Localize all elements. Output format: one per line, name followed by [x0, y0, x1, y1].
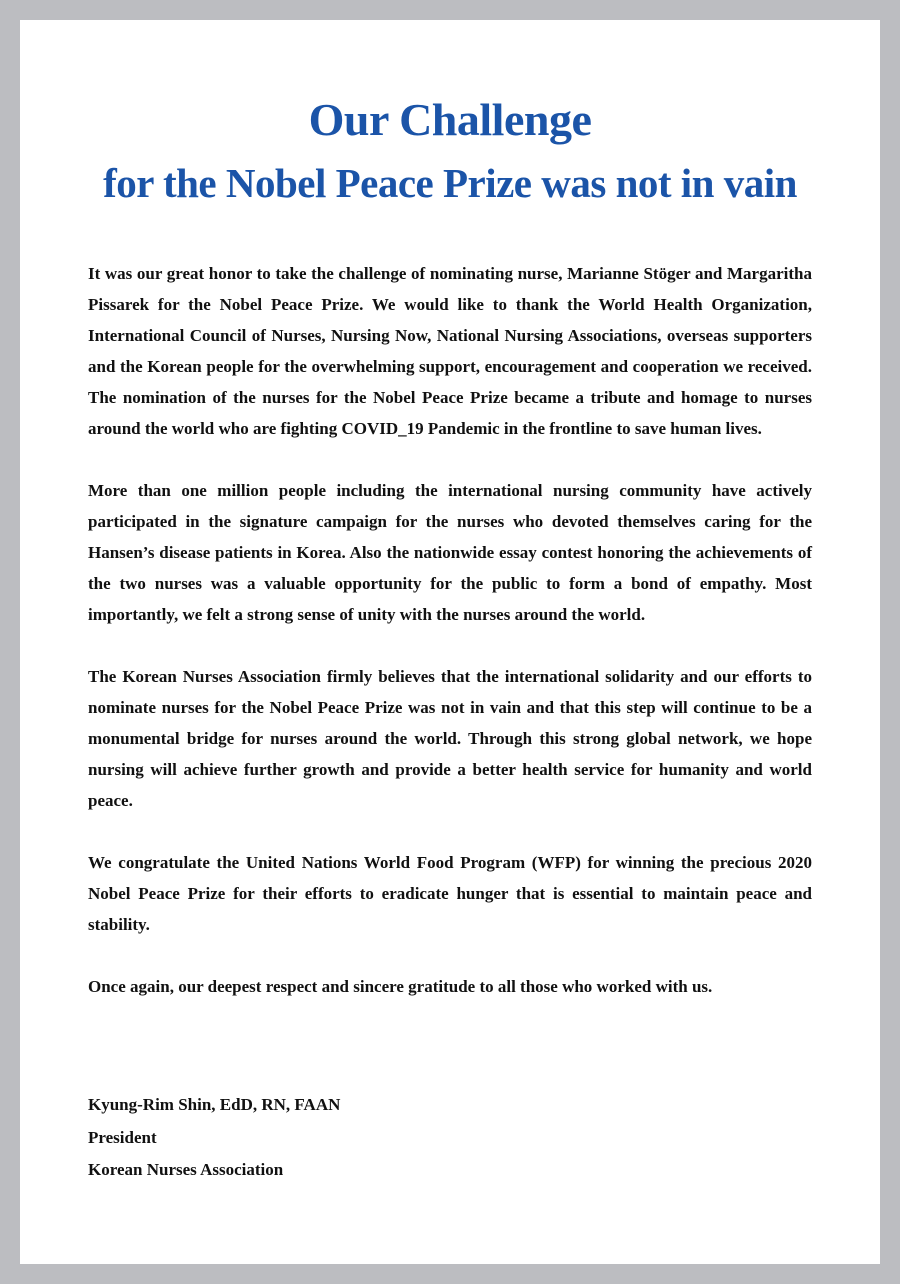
document-page	[20, 20, 880, 1264]
page-subtitle: for the Nobel Peace Prize was not in vain	[103, 160, 797, 206]
signatory-role: President	[88, 1127, 157, 1147]
paragraph-closing: Once again, our deepest respect and sincere gratitude to all those who worked with us.	[88, 977, 713, 996]
signature-block	[88, 1089, 340, 1187]
letter-body	[88, 258, 812, 1033]
paragraph-gratitude: It was our great honor to take the challenge of nominating nurse, Marianne Stöger and Margaritha Pissarek for the Nobel Peace Prize. We would like to thank the World Health Organization, International Council of Nurses, Nursing Now, National Nursing Associations, overseas supporters and the Korean people for the overwhelming support, encouragement and cooperation we received. The nomination of the nurses for the Nobel Peace Prize became a tribute and homage to nurses around the world who are fighting COVID_19 Pandemic in the frontline to save human lives.	[88, 264, 812, 438]
paragraph-congratulations: We congratulate the United Nations World Food Program (WFP) for winning the precious 2020 Nobel Peace Prize for their efforts to eradicate hunger that is essential to maintain peace and stability.	[88, 853, 812, 934]
paragraph-campaign: More than one million people including the international nursing community have actively participated in the signature campaign for the nurses who devoted themselves caring for the Hansen’s disease patients in Korea. Also the nationwide essay contest honoring the achievements of the two nurses was a valuable opportunity for the public to form a bond of empathy. Most importantly, we felt a strong sense of unity with the nurses around the world.	[88, 481, 812, 624]
signatory-name: Kyung-Rim Shin, EdD, RN, FAAN	[88, 1095, 341, 1114]
page-title: Our Challenge	[308, 94, 592, 145]
paragraph-solidarity: The Korean Nurses Association firmly believes that the international solidarity and our efforts to nominate nurses for the Nobel Peace Prize was not in vain and that this step will continue to be a monumental bridge for nurses around the world. Through this strong global network, we hope nursing will achieve further growth and provide a better health service for humanity and world peace.	[88, 667, 812, 810]
signatory-organization: Korean Nurses Association	[88, 1160, 284, 1179]
